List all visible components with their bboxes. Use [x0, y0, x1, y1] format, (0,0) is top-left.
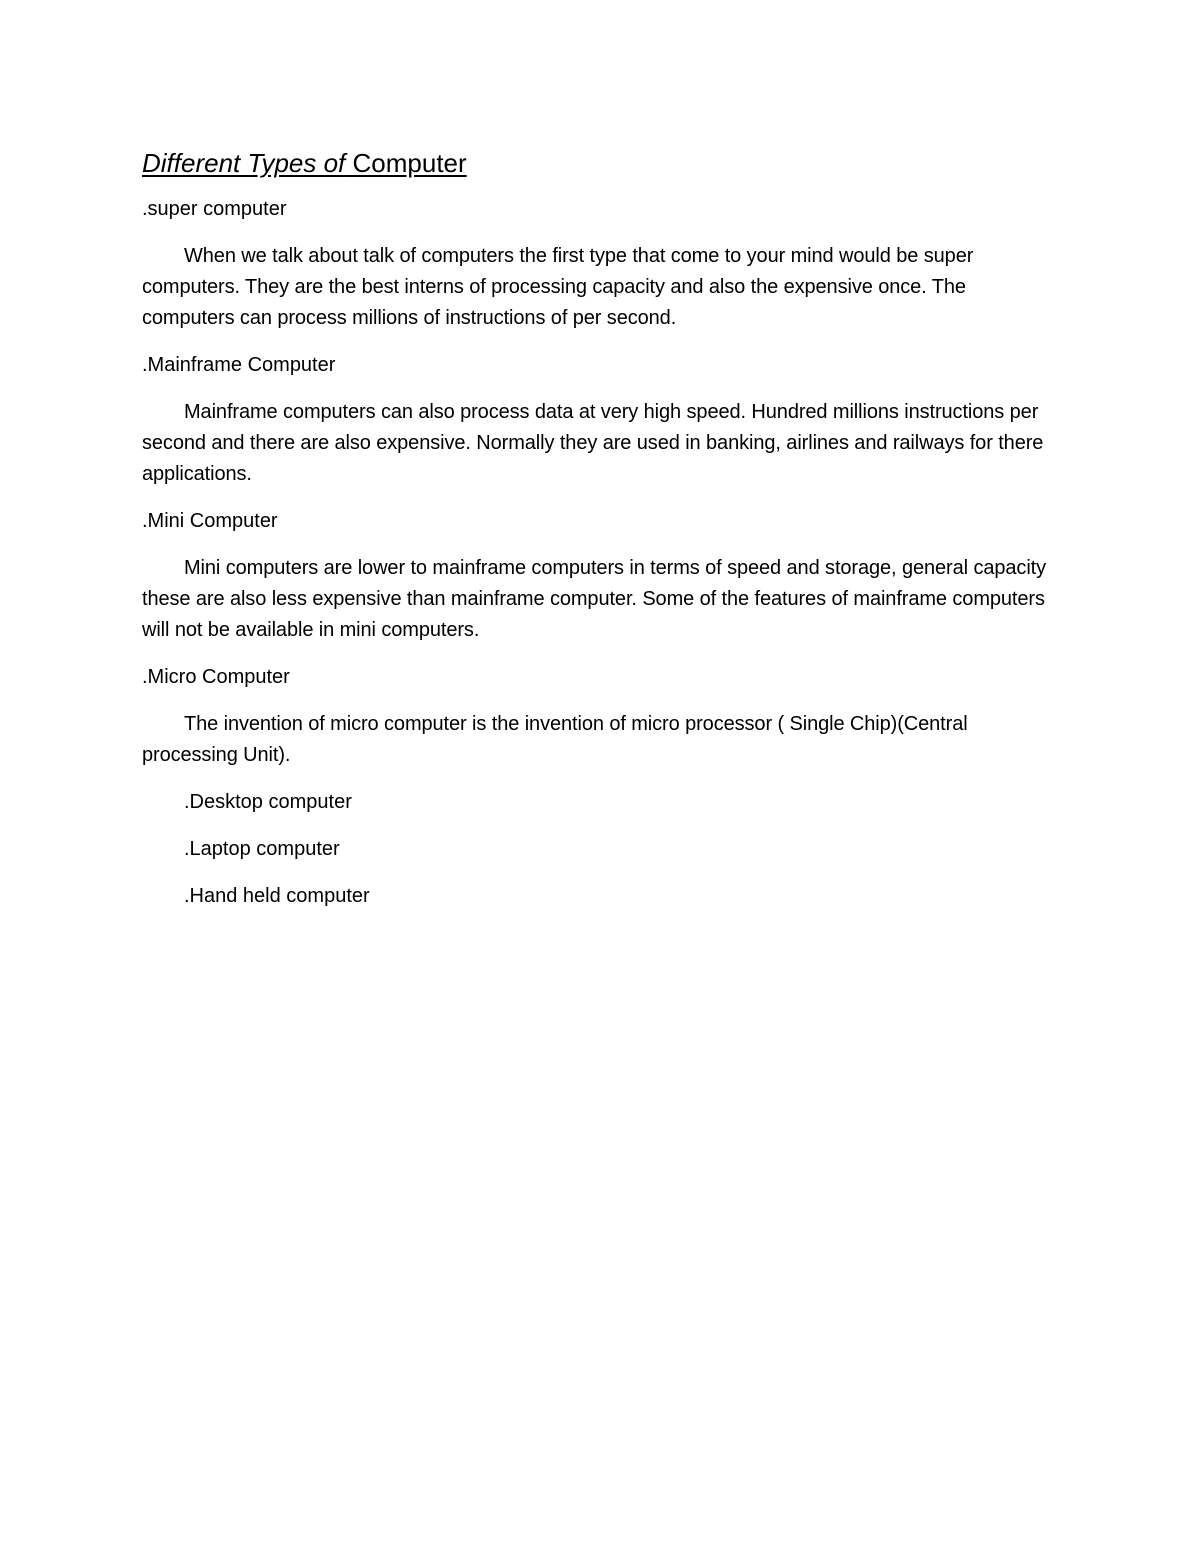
- document-title: [142, 146, 1062, 180]
- section-paragraph-mini: Mini computers are lower to mainframe computers in terms of speed and storage, general capacity these are also less expensive than mainframe computer. Some of the features of mainframe computers will not be available in mini computers.: [142, 557, 1047, 641]
- section-heading-micro: .Micro Computer: [142, 666, 290, 688]
- micro-type-handheld: .Hand held computer: [184, 885, 370, 907]
- section-paragraph-mainframe: Mainframe computers can also process data at very high speed. Hundred millions instructions per second and there are also expensive. Normally they are used in banking, airlines and railways for there applications.: [142, 401, 1044, 485]
- title-plain-part: Computer: [352, 148, 467, 178]
- section-paragraph-micro: The invention of micro computer is the invention of micro processor ( Single Chip)(Central processing Unit).: [142, 713, 968, 766]
- micro-type-desktop: .Desktop computer: [184, 791, 352, 813]
- document-body: [142, 146, 1062, 928]
- title-italic-part: Different Types of: [142, 148, 346, 178]
- section-heading-mini: .Mini Computer: [142, 510, 278, 532]
- section-paragraph-super: When we talk about talk of computers the first type that come to your mind would be super computers. They are the best interns of processing capacity and also the expensive once. The computers can process millions of instructions of per second.: [142, 245, 974, 329]
- section-heading-mainframe: .Mainframe Computer: [142, 354, 336, 376]
- micro-type-laptop: .Laptop computer: [184, 838, 340, 860]
- section-heading-super: .super computer: [142, 198, 287, 220]
